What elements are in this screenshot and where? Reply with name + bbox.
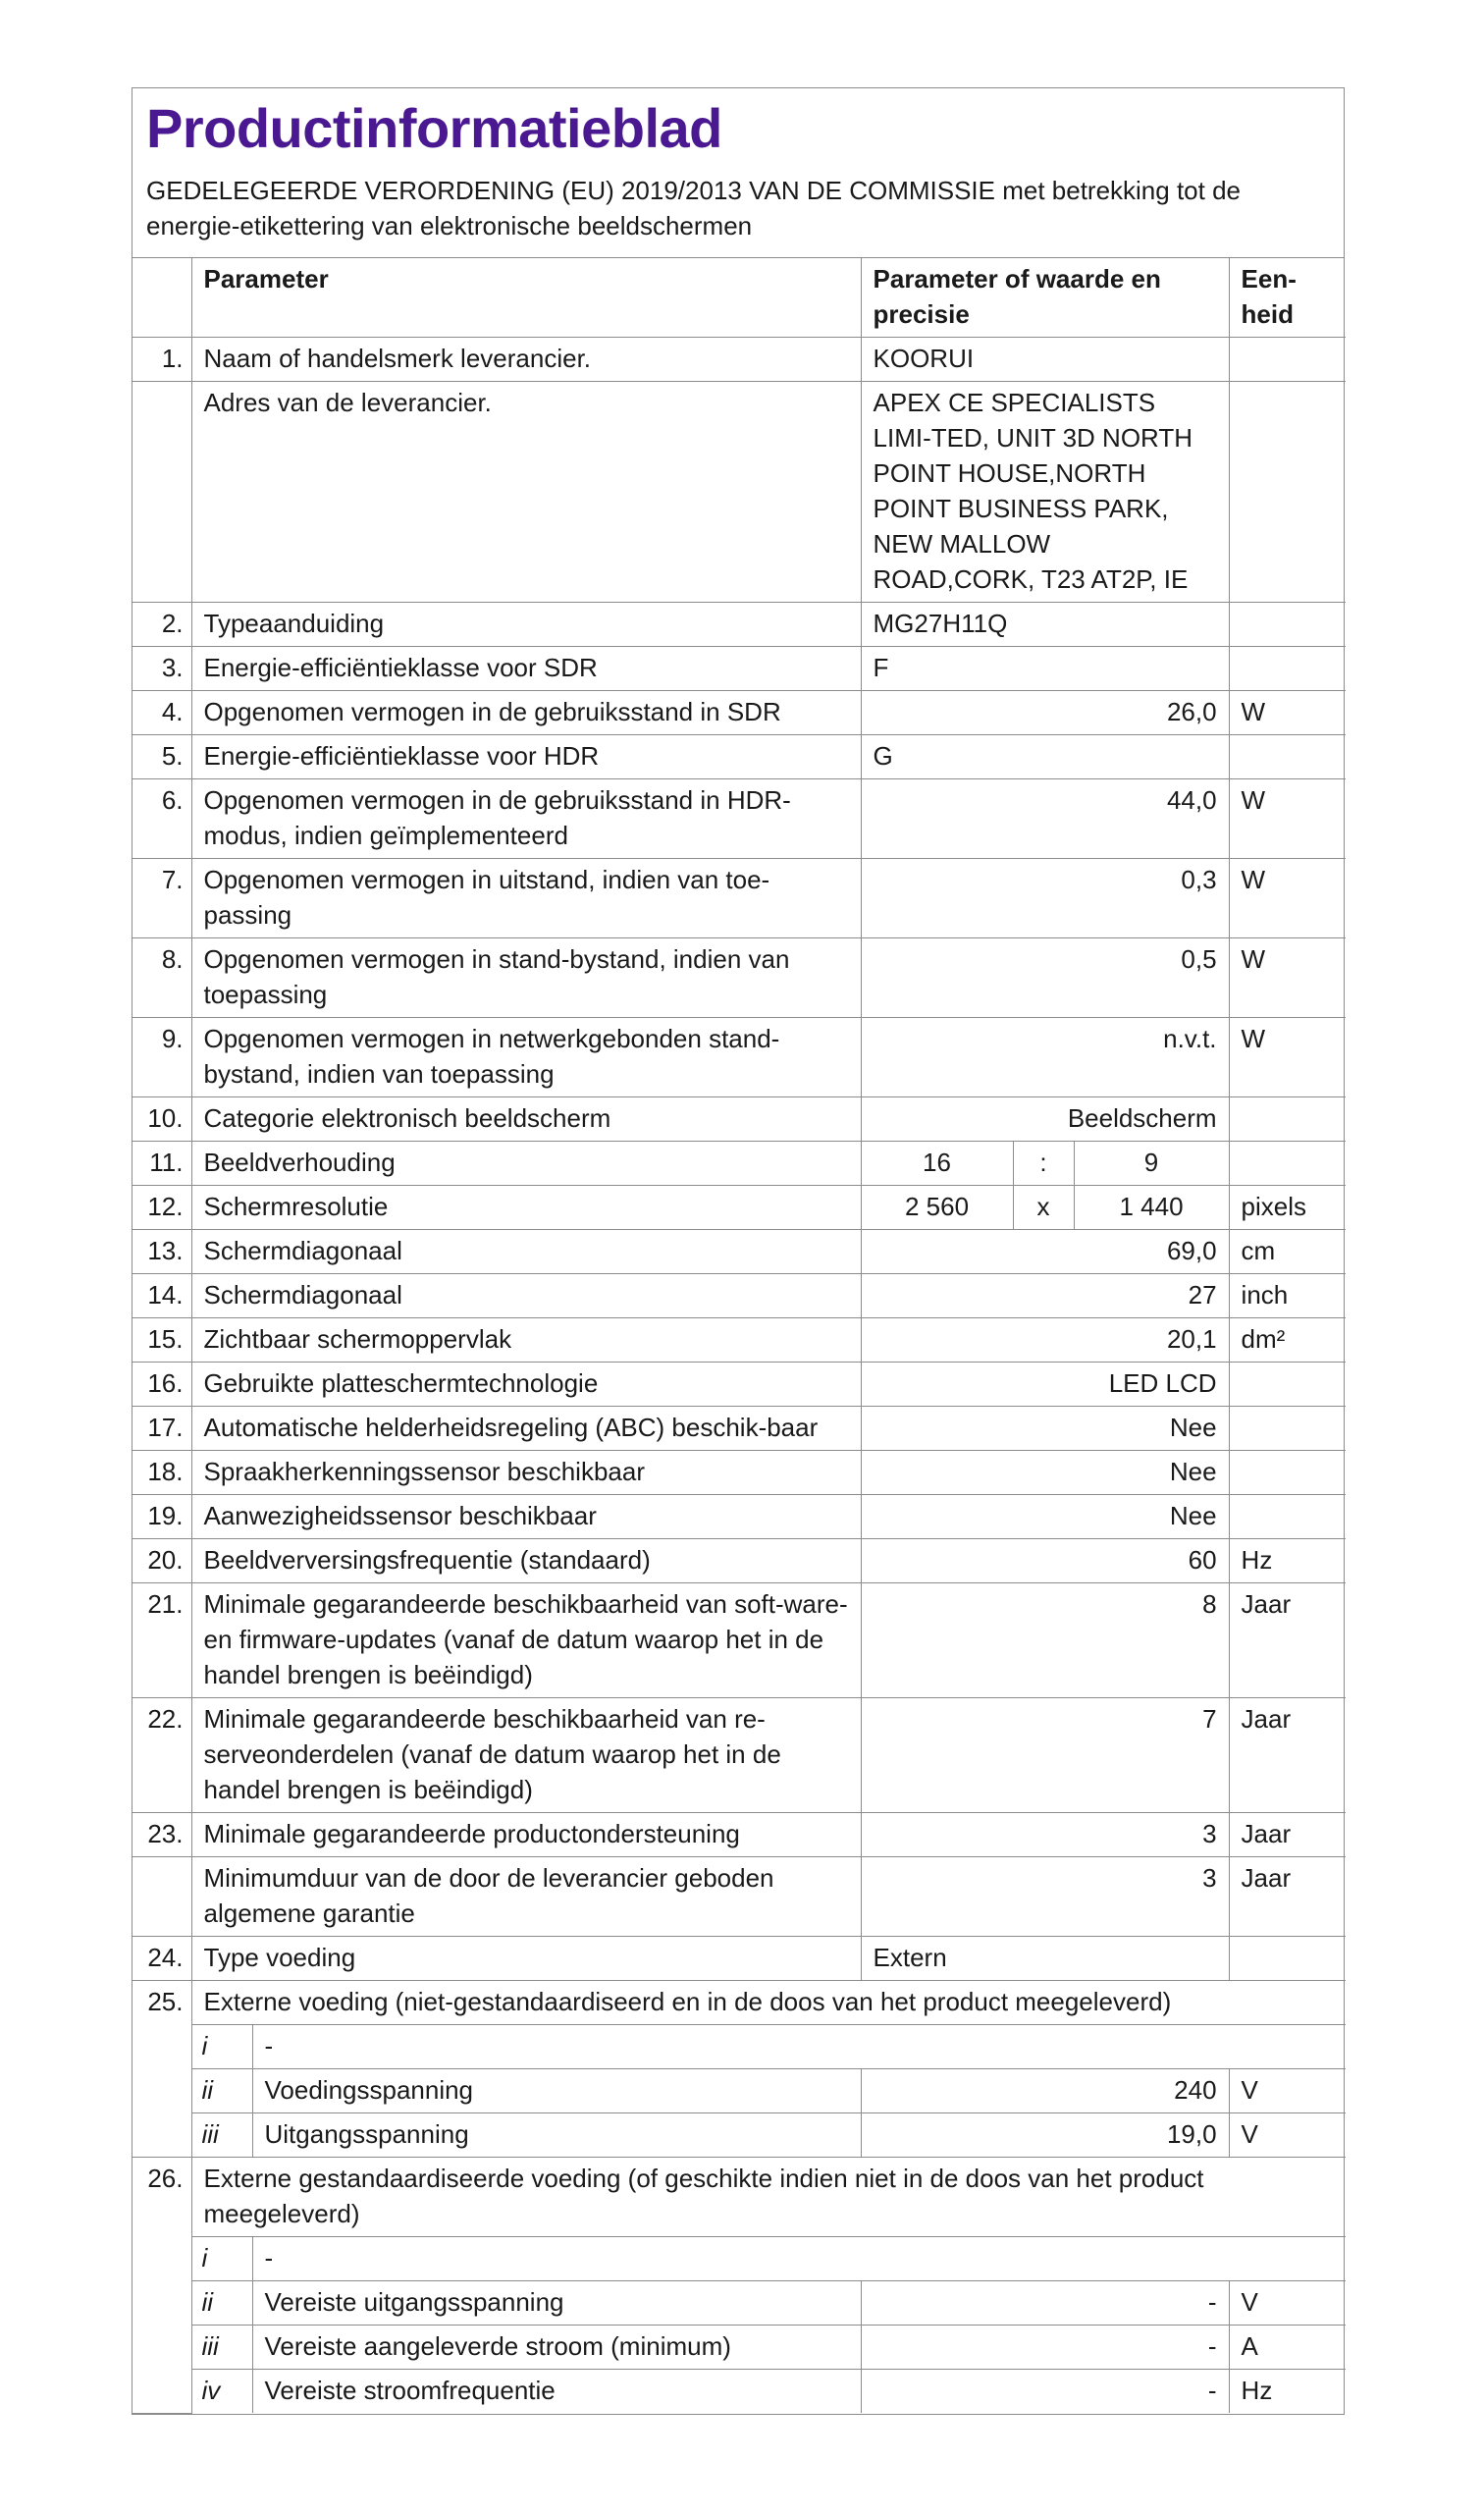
row-number: 24. [132,1937,191,1981]
column-header-unit: Een-heid [1229,258,1346,338]
table-row [132,647,1346,691]
row-unit: W [1229,859,1346,938]
product-information-sheet [132,87,1345,2415]
subrow-unit: Hz [1229,2370,1346,2414]
row-value: 3 [861,1857,1229,1937]
row-unit [1229,1937,1346,1981]
table-row [132,1142,1346,1186]
subrow-index: ii [191,2069,252,2113]
row-number: 13. [132,1230,191,1274]
row-unit: W [1229,779,1346,859]
row-unit: Jaar [1229,1698,1346,1813]
table-row [132,735,1346,779]
row-label: Minimumduur van de door de leverancier geboden algemene garantie [191,1857,861,1937]
row-label: Adres van de leverancier. [191,382,861,603]
row-unit [1229,1451,1346,1495]
row-unit: inch [1229,1274,1346,1318]
row-label: Automatische helderheidsregeling (ABC) beschik-baar [191,1407,861,1451]
row-unit: cm [1229,1230,1346,1274]
table-row [132,1186,1346,1230]
row-number: 8. [132,938,191,1018]
row-value: KOORUI [861,338,1229,382]
row-number: 9. [132,1018,191,1097]
subrow-value: - [861,2326,1229,2370]
table-header-row [132,258,1346,338]
resolution-separator: x [1013,1186,1074,1230]
row-value: Nee [861,1495,1229,1539]
row-number: 5. [132,735,191,779]
row-unit: W [1229,1018,1346,1097]
table-row [132,1451,1346,1495]
subrow-value: 19,0 [861,2113,1229,2158]
table-subrow [132,2069,1346,2113]
table-row [132,1318,1346,1363]
table-row [132,691,1346,735]
row-label: Schermresolutie [191,1186,861,1230]
subrow-value: - [861,2370,1229,2414]
row-label: Naam of handelsmerk leverancier. [191,338,861,382]
row-label: Opgenomen vermogen in uitstand, indien van toe-passing [191,859,861,938]
sheet-header [132,88,1344,258]
row-value: n.v.t. [861,1018,1229,1097]
row-unit: Jaar [1229,1857,1346,1937]
row-label: Externe voeding (niet-gestandaardiseerd en in de doos van het product meegeleverd) [191,1981,1346,2025]
row-value: Extern [861,1937,1229,1981]
row-label: Externe gestandaardiseerde voeding (of geschikte indien niet in de doos van het product meegeleverd) [191,2158,1346,2237]
row-number: 3. [132,647,191,691]
subrow-index: iv [191,2370,252,2414]
row-unit: W [1229,691,1346,735]
row-unit [1229,1363,1346,1407]
subrow-index: i [191,2237,252,2281]
row-label: Minimale gegarandeerde beschikbaarheid van re-serveonderdelen (vanaf de datum waarop het in de handel brengen is beëindigd) [191,1698,861,1813]
row-value: 44,0 [861,779,1229,859]
aspect-height: 9 [1074,1142,1229,1186]
row-number: 16. [132,1363,191,1407]
row-label: Spraakherkenningssensor beschikbaar [191,1451,861,1495]
table-row [132,1407,1346,1451]
row-number: 15. [132,1318,191,1363]
row-label: Beeldverversingsfrequentie (standaard) [191,1539,861,1583]
row-label: Aanwezigheidssensor beschikbaar [191,1495,861,1539]
row-label: Type voeding [191,1937,861,1981]
row-unit: Jaar [1229,1583,1346,1698]
row-number: 2. [132,603,191,647]
table-row [132,1857,1346,1937]
row-number: 23. [132,1813,191,1857]
table-row [132,1937,1346,1981]
row-number: 10. [132,1097,191,1142]
row-number: 21. [132,1583,191,1698]
regulation-subtitle: GEDELEGEERDE VERORDENING (EU) 2019/2013 VAN DE COMMISSIE met betrekking tot de energie-etikettering van elektronische beeldschermen [146,176,1242,241]
table-row [132,1230,1346,1274]
column-header-parameter: Parameter [191,258,861,338]
row-number: 25. [132,1981,191,2158]
row-label: Zichtbaar schermoppervlak [191,1318,861,1363]
table-subrow [132,2237,1346,2281]
row-label: Minimale gegarandeerde productondersteuning [191,1813,861,1857]
row-value: Nee [861,1407,1229,1451]
row-unit [1229,1495,1346,1539]
row-label: Opgenomen vermogen in stand-bystand, indien van toepassing [191,938,861,1018]
subrow-label: Vereiste uitgangsspanning [252,2281,861,2326]
row-label: Gebruikte platteschermtechnologie [191,1363,861,1407]
table-row [132,1363,1346,1407]
row-number: 12. [132,1186,191,1230]
subrow-label: Voedingsspanning [252,2069,861,2113]
row-unit: dm² [1229,1318,1346,1363]
row-value: 20,1 [861,1318,1229,1363]
parameter-table [132,258,1346,2414]
row-value: F [861,647,1229,691]
subrow-label: - [252,2237,1346,2281]
table-row [132,382,1346,603]
table-row [132,603,1346,647]
aspect-width: 16 [861,1142,1013,1186]
table-row [132,1583,1346,1698]
row-number: 26. [132,2158,191,2414]
table-subrow [132,2281,1346,2326]
row-label: Opgenomen vermogen in de gebruiksstand in SDR [191,691,861,735]
page-title: Productinformatieblad [146,97,722,159]
row-value: 26,0 [861,691,1229,735]
row-value: 27 [861,1274,1229,1318]
row-label: Typeaanduiding [191,603,861,647]
row-number: 22. [132,1698,191,1813]
row-unit: W [1229,938,1346,1018]
subrow-label: - [252,2025,1346,2069]
table-row [132,1097,1346,1142]
row-unit [1229,603,1346,647]
row-number: 18. [132,1451,191,1495]
row-value: Beeldscherm [861,1097,1229,1142]
row-value: 69,0 [861,1230,1229,1274]
table-row [132,1274,1346,1318]
table-row [132,1698,1346,1813]
row-value: MG27H11Q [861,603,1229,647]
resolution-height: 1 440 [1074,1186,1229,1230]
row-value: 7 [861,1698,1229,1813]
row-number: 6. [132,779,191,859]
subrow-index: i [191,2025,252,2069]
row-unit [1229,735,1346,779]
table-row [132,1981,1346,2025]
row-value: G [861,735,1229,779]
row-number [132,1857,191,1937]
row-number: 17. [132,1407,191,1451]
subrow-label: Vereiste stroomfrequentie [252,2370,861,2414]
row-unit: Jaar [1229,1813,1346,1857]
subrow-value: - [861,2281,1229,2326]
row-value: 3 [861,1813,1229,1857]
row-number: 20. [132,1539,191,1583]
subrow-index: iii [191,2326,252,2370]
table-row [132,1495,1346,1539]
table-row [132,2158,1346,2237]
aspect-separator: : [1013,1142,1074,1186]
row-unit [1229,1097,1346,1142]
row-label: Opgenomen vermogen in netwerkgebonden stand-bystand, indien van toepassing [191,1018,861,1097]
subrow-unit: V [1229,2281,1346,2326]
column-header-value: Parameter of waarde en precisie [861,258,1229,338]
subrow-index: ii [191,2281,252,2326]
row-unit [1229,382,1346,603]
row-value: 60 [861,1539,1229,1583]
row-label: Energie-efficiëntieklasse voor HDR [191,735,861,779]
row-unit [1229,647,1346,691]
table-subrow [132,2025,1346,2069]
row-number: 19. [132,1495,191,1539]
row-label: Schermdiagonaal [191,1274,861,1318]
row-value: 8 [861,1583,1229,1698]
table-row [132,859,1346,938]
row-number: 11. [132,1142,191,1186]
table-row [132,938,1346,1018]
row-label: Beeldverhouding [191,1142,861,1186]
subrow-index: iii [191,2113,252,2158]
row-number: 7. [132,859,191,938]
row-value: APEX CE SPECIALISTS LIMI-TED, UNIT 3D NORTH POINT HOUSE,NORTH POINT BUSINESS PARK, NEW MALLOW ROAD,CORK, T23 AT2P, IE [861,382,1229,603]
table-cell [132,258,191,338]
table-row [132,1539,1346,1583]
row-label: Energie-efficiëntieklasse voor SDR [191,647,861,691]
subrow-label: Vereiste aangeleverde stroom (minimum) [252,2326,861,2370]
subrow-label: Uitgangsspanning [252,2113,861,2158]
row-value: 0,3 [861,859,1229,938]
table-row [132,338,1346,382]
row-number [132,382,191,603]
table-subrow [132,2370,1346,2414]
subrow-unit: V [1229,2069,1346,2113]
row-unit [1229,1142,1346,1186]
row-unit: Hz [1229,1539,1346,1583]
table-row [132,1018,1346,1097]
row-value: LED LCD [861,1363,1229,1407]
row-unit [1229,1407,1346,1451]
table-subrow [132,2326,1346,2370]
row-unit [1229,338,1346,382]
subrow-unit: A [1229,2326,1346,2370]
row-value: Nee [861,1451,1229,1495]
row-number: 14. [132,1274,191,1318]
row-label: Categorie elektronisch beeldscherm [191,1097,861,1142]
table-row [132,779,1346,859]
table-row [132,1813,1346,1857]
resolution-width: 2 560 [861,1186,1013,1230]
subrow-value: 240 [861,2069,1229,2113]
row-label: Minimale gegarandeerde beschikbaarheid van soft-ware- en firmware-updates (vanaf de datum waarop het in de handel brengen is beëindigd) [191,1583,861,1698]
row-label: Schermdiagonaal [191,1230,861,1274]
row-value: 0,5 [861,938,1229,1018]
row-unit: pixels [1229,1186,1346,1230]
row-label: Opgenomen vermogen in de gebruiksstand in HDR-modus, indien geïmplementeerd [191,779,861,859]
row-number: 1. [132,338,191,382]
table-subrow [132,2113,1346,2158]
subrow-unit: V [1229,2113,1346,2158]
row-number: 4. [132,691,191,735]
